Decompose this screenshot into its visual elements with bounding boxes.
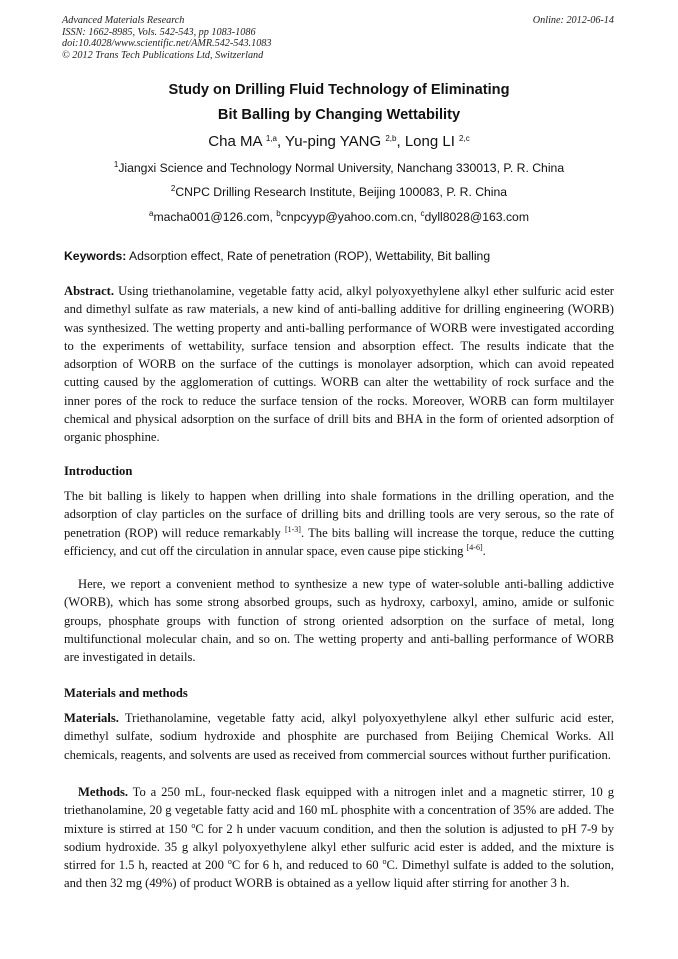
degree-mark: o	[191, 820, 196, 830]
methods-text: To a 250 mL, four-necked flask equipped with a nitrogen inlet and a magnetic stirrer, 10 g triethanolamine, 20 g vegetable fatty acid and 160 mL phosphite with a concentration of 35% are added. The mixture is stirred at 150	[64, 785, 614, 836]
intro-text: The bit balling is likely to happen when drilling into shale formations in the drilling operation, and the adsorption of clay particles on the surface of drilling bits and drilling tools are very serous, so the rate of penetration (ROP) will reduce remarkably	[64, 489, 614, 540]
email-address: cnpcyyp@yahoo.com.cn,	[280, 210, 421, 224]
author-name: Cha MA	[208, 133, 262, 150]
journal-name: Advanced Materials Research	[62, 15, 185, 26]
methods-text: C. Dimethyl sulfate is added to the solution, and then 32 mg (49%) of product WORB is obtained as a yellow liquid after stirring for another 3 h.	[64, 858, 614, 891]
author-affil-mark: 2,b	[385, 134, 397, 143]
email-address: macha001@126.com,	[153, 210, 277, 224]
author-affil-mark: 1,a	[265, 134, 277, 143]
author-separator: ,	[276, 133, 286, 150]
email-mark: a	[149, 209, 154, 218]
introduction-paragraph-2: Here, we report a convenient method to synthesize a new type of water-soluble anti-balling addictive (WORB), which has some strong absorbed groups, such as hydroxy, carboxyl, amino, amide or sulfonic groups, phosphate groups with function of strong oriented adsorption on the surface of metal, long multifunctional molecular chain, and so on. The wetting property and anti-balling performance of WORB are investigated in details.	[64, 577, 614, 665]
affiliation-2	[0, 185, 678, 199]
abstract	[64, 282, 614, 447]
keywords	[64, 249, 490, 263]
affiliation-text: Jiangxi Science and Technology Normal University, Nanchang 330013, P. R. China	[118, 161, 565, 175]
materials-paragraph	[64, 709, 614, 764]
materials-label: Materials.	[64, 711, 119, 725]
degree-mark: o	[382, 857, 387, 867]
affiliation-mark: 1	[113, 160, 119, 169]
methods-text: C for 6 h, and reduced to 60	[231, 858, 383, 873]
email-line	[0, 210, 678, 224]
methods-label: Methods.	[78, 785, 129, 799]
degree-mark: o	[227, 857, 232, 867]
keywords-text: Adsorption effect, Rate of penetration (ROP), Wettability, Bit balling	[126, 249, 491, 263]
intro-text: . The bits balling will increase the torque, reduce the cutting efficiency, and cut off the circulation in annular space, even cause pipe sticking	[64, 525, 614, 558]
author-affil-mark: 2,c	[459, 134, 470, 143]
affiliation-mark: 2	[170, 184, 176, 193]
methods-text: C for 2 h under vacuum condition, and then the solution is adjusted to pH 7-9 by sodium hydroxide. 35 g alkyl polyoxyethylene alkyl ether sulfuric acid ester is added, and the mixture is stirred for 1.5 h, reacted at 200	[64, 821, 615, 873]
citation: [1-3]	[284, 524, 301, 534]
abstract-text: Using triethanolamine, vegetable fatty acid, alkyl polyoxyethylene alkyl ether sulfuric acid ester and dimethyl sulfate as raw materials, a new kind of anti-balling additive for drilling engineering (WORB) was synthesized. The wetting property and anti-balling performance of WORB were investigated according to the experiments of wettability, surface tension and absorption effect. The results indicate that the adsorption of WORB on the surface of the cuttings is monolayer adsorption, which can avoid repeated cutting caused by the agglomeration of cuttings. WORB can alter the wettability of rock surface and the inner pores of the rock to reduce the surface tension of the rocks. Moreover, WORB can form multilayer chemical and physical adsorption on the surface of drill bits and BHA in the form of oriented adsorption of organic phosphine.	[64, 284, 614, 445]
author-separator: ,	[396, 133, 405, 150]
materials-text: Triethanolamine, vegetable fatty acid, alkyl polyoxyethylene alkyl ether sulfuric acid ester, dimethyl sulfate, sodium hydroxide and phosphite are purchased from Beijing Chemical Works. All chemicals, reagents, and solvents are used as received from commercial sources without further purification.	[64, 711, 614, 762]
issn-line: ISSN: 1662-8985, Vols. 542-543, pp 1083-1086	[62, 26, 256, 38]
author-name: Yu-ping YANG	[285, 133, 382, 150]
journal-header	[62, 15, 271, 61]
email-mark: c	[420, 209, 425, 218]
email-address: dyll8028@163.com	[424, 210, 529, 224]
author-name: Long LI	[404, 133, 455, 150]
copyright-line: © 2012 Trans Tech Publications Ltd, Switzerland	[62, 49, 264, 61]
email-mark: b	[276, 209, 281, 218]
online-date: Online: 2012-06-14	[532, 15, 614, 26]
citation: [4-6]	[466, 542, 483, 552]
paper-title-line-1: Study on Drilling Fluid Technology of Eliminating	[168, 82, 510, 98]
methods-paragraph	[64, 783, 614, 893]
author-list	[0, 133, 678, 150]
affiliation-1	[0, 161, 678, 175]
affiliation-text: CNPC Drilling Research Institute, Beijing 100083, P. R. China	[175, 185, 508, 199]
abstract-label: Abstract.	[64, 284, 115, 298]
doi-line: doi:10.4028/www.scientific.net/AMR.542-543.1083	[62, 38, 272, 49]
intro-text: .	[482, 543, 486, 558]
methods-heading: Materials and methods	[64, 686, 188, 700]
keywords-label: Keywords:	[64, 249, 127, 263]
introduction-paragraph-1	[64, 487, 614, 560]
introduction-heading: Introduction	[64, 464, 133, 478]
paper-title-line-2: Bit Balling by Changing Wettability	[217, 107, 461, 123]
